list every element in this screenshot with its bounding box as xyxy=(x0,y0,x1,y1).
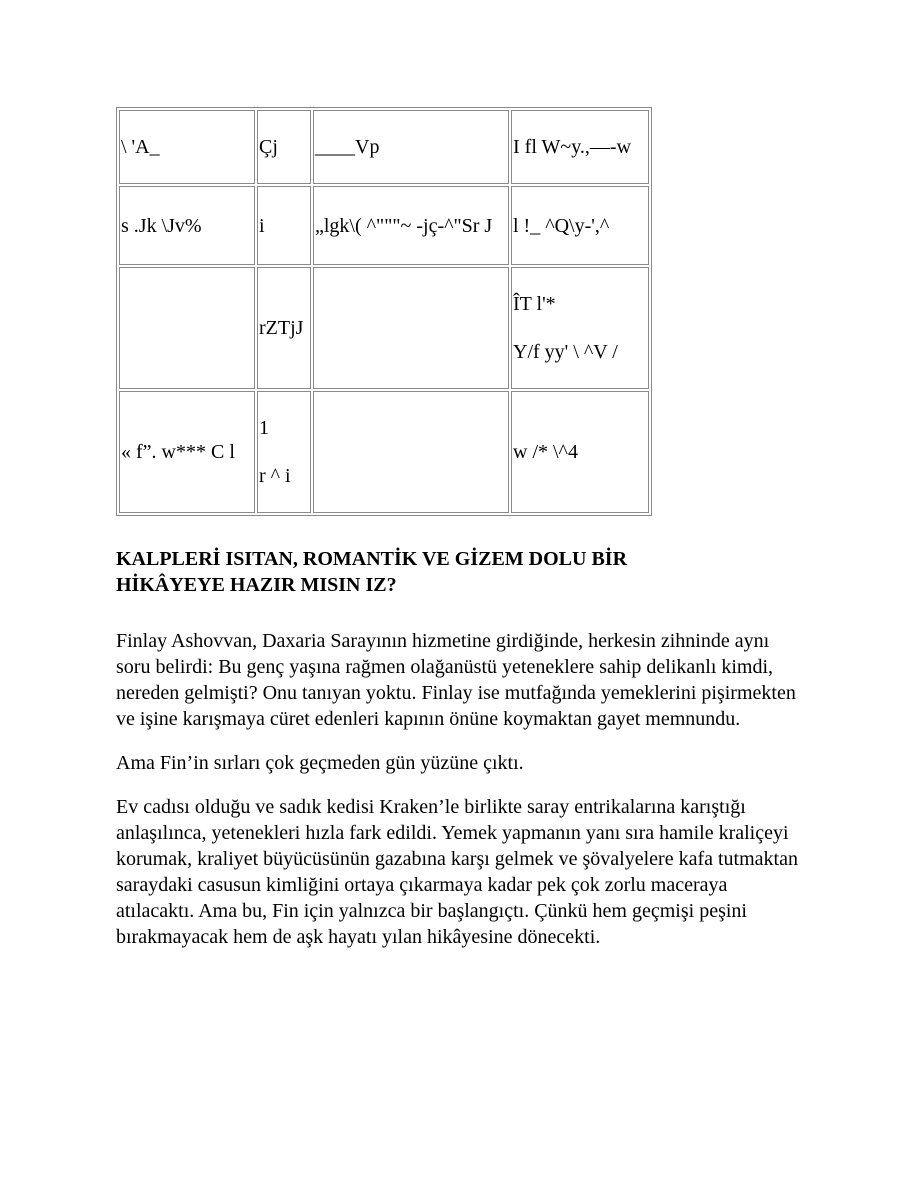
table-cell xyxy=(119,186,255,265)
cell-text: ____Vp xyxy=(315,136,380,158)
table-cell xyxy=(511,391,649,513)
table-cell xyxy=(313,186,509,265)
table-cell xyxy=(257,391,311,513)
table-cell xyxy=(313,391,509,513)
table-cell xyxy=(511,110,649,184)
table-row xyxy=(119,267,649,389)
table-cell xyxy=(511,186,649,265)
table-row xyxy=(119,391,649,513)
cell-text: ÎT l'* xyxy=(513,293,556,315)
document-page xyxy=(116,107,806,968)
table-cell xyxy=(119,391,255,513)
table-cell xyxy=(511,267,649,389)
heading-line: KALPLERİ ISITAN, ROMANTİK VE GİZEM DOLU BİR xyxy=(116,548,628,570)
cell-text: „lgk\( ^"""~ -jç-^"Sr J xyxy=(315,214,493,237)
cell-text: w /* \^4 xyxy=(513,441,578,463)
cell-text: Y/f yy' \ ^V / xyxy=(513,341,618,363)
heading-line: HİKÂYEYE HAZIR MISIN IZ? xyxy=(116,574,397,596)
table-cell xyxy=(119,267,255,389)
cell-text: l !_ ^Q\y-',^ xyxy=(513,214,610,237)
table-cell xyxy=(119,110,255,184)
table-cell xyxy=(257,186,311,265)
cell-text: 1 xyxy=(259,417,269,439)
cell-text: rZTjJ xyxy=(259,317,304,339)
ocr-table xyxy=(116,107,652,516)
cell-text: « f”. w*** C l xyxy=(121,441,235,463)
section-heading xyxy=(116,546,716,598)
cell-text: i xyxy=(259,214,265,237)
cell-text: Çj xyxy=(259,136,278,158)
table-row xyxy=(119,110,649,184)
body-paragraph: Ev cadısı olduğu ve sadık kedisi Kraken’le birlikte saray entrikalarına karıştığı anlaşılınca, yetenekleri hızla fark edildi. Yemek yapmanın yanı sıra hamile kraliçeyi korumak, kraliyet büyücüsünün gazabına karşı gelmek ve şövalyelere kafa tutmaktan saraydaki casusun kimliğini ortaya çıkarmaya kadar pek çok zorlu maceraya atılacaktı. Ama bu, Fin için yalnızca bir başlangıçtı. Çünkü hem geçmişi peşini bırakmayacak hem de aşk hayatı yılan hikâyesine dönecekti. xyxy=(116,796,798,948)
table-cell xyxy=(313,110,509,184)
table-cell xyxy=(257,267,311,389)
body-paragraph: Ama Fin’in sırları çok geçmeden gün yüzüne çıktı. xyxy=(116,752,524,774)
cell-text: r ^ i xyxy=(259,465,291,487)
cell-text: I fl W~y.,—-w xyxy=(513,136,632,158)
cell-text: \ 'A_ xyxy=(121,136,160,158)
table-cell xyxy=(257,110,311,184)
table-row xyxy=(119,186,649,265)
table-cell xyxy=(313,267,509,389)
cell-text: s .Jk \Jv% xyxy=(121,214,202,237)
body-paragraph: Finlay Ashovvan, Daxaria Sarayının hizmetine girdiğinde, herkesin zihninde aynı soru belirdi: Bu genç yaşına rağmen olağanüstü yeteneklere sahip delikanlı kimdi, nereden gelmişti? Onu tanıyan yoktu. Finlay ise mutfağında yemeklerini pişirmekten ve işine karışmaya cüret edenleri kapının önüne koymaktan gayet memnundu. xyxy=(116,630,796,730)
